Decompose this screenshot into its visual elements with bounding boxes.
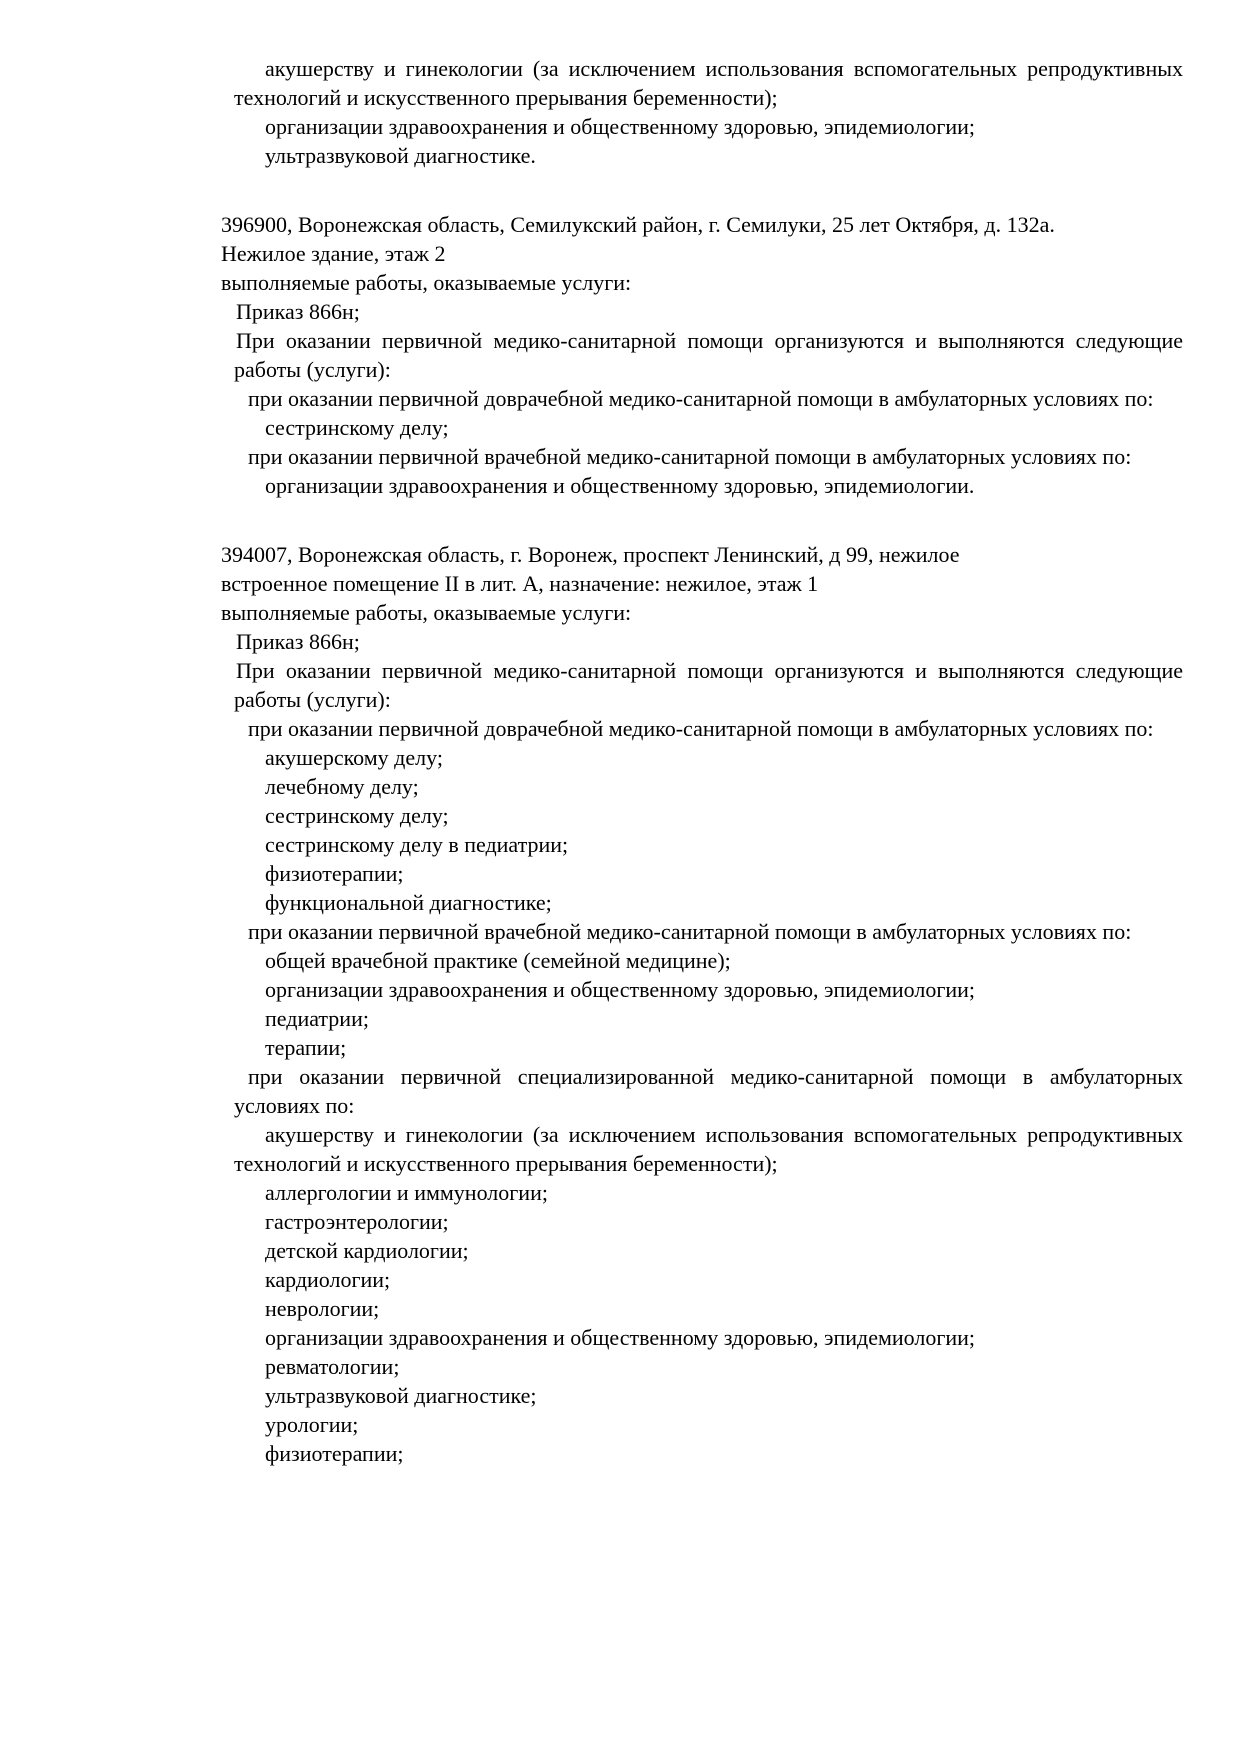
service-item: акушерству и гинекологии (за исключением использования вспомогательных репродуктивных технологий и искусственного прерывания беременности); xyxy=(234,1122,1183,1176)
license-continuation-block xyxy=(221,54,1183,170)
service-item: функциональной диагностике; xyxy=(265,890,552,915)
service-item: неврологии; xyxy=(265,1296,380,1321)
works-services-label: выполняемые работы, оказываемые услуги: xyxy=(221,270,632,295)
service-item: организации здравоохранения и общественному здоровью, эпидемиологии; xyxy=(265,977,976,1002)
service-item: ревматологии; xyxy=(265,1354,400,1379)
license-location-block-2 xyxy=(221,540,1183,1468)
service-item: сестринскому делу; xyxy=(265,803,449,828)
service-item: урологии; xyxy=(265,1412,359,1437)
service-item: ультразвуковой диагностике. xyxy=(265,143,536,168)
service-item: кардиологии; xyxy=(265,1267,391,1292)
service-item: педиатрии; xyxy=(265,1006,369,1031)
section-heading: при оказании первичной врачебной медико-санитарной помощи в амбулаторных условиях по: xyxy=(248,444,1132,469)
service-item: физиотерапии; xyxy=(265,1441,404,1466)
address-line: встроенное помещение II в лит. А, назначение: нежилое, этаж 1 xyxy=(221,571,819,596)
section-heading: при оказании первичной специализированной медико-санитарной помощи в амбулаторных условиях по: xyxy=(234,1064,1183,1118)
service-item: сестринскому делу в педиатрии; xyxy=(265,832,569,857)
service-item: сестринскому делу; xyxy=(265,415,449,440)
order-reference: Приказ 866н; xyxy=(236,629,360,654)
service-item: организации здравоохранения и общественному здоровью, эпидемиологии. xyxy=(265,473,975,498)
service-item: физиотерапии; xyxy=(265,861,404,886)
service-item: организации здравоохранения и общественному здоровью, эпидемиологии; xyxy=(265,114,976,139)
license-location-block-1 xyxy=(221,210,1183,500)
address-line: 394007, Воронежская область, г. Воронеж, проспект Ленинский, д 99, нежилое xyxy=(221,542,960,567)
service-item: ультразвуковой диагностике; xyxy=(265,1383,537,1408)
intro-paragraph: При оказании первичной медико-санитарной помощи организуются и выполняются следующие работы (услуги): xyxy=(234,328,1183,382)
service-item: лечебному делу; xyxy=(265,774,419,799)
service-item: аллергологии и иммунологии; xyxy=(265,1180,548,1205)
section-heading: при оказании первичной доврачебной медико-санитарной помощи в амбулаторных условиях по: xyxy=(248,716,1154,741)
service-item: терапии; xyxy=(265,1035,347,1060)
service-item: организации здравоохранения и общественному здоровью, эпидемиологии; xyxy=(265,1325,976,1350)
service-item: детской кардиологии; xyxy=(265,1238,469,1263)
service-item: акушерскому делу; xyxy=(265,745,443,770)
address-line: Нежилое здание, этаж 2 xyxy=(221,241,446,266)
order-reference: Приказ 866н; xyxy=(236,299,360,324)
address-line: 396900, Воронежская область, Семилукский район, г. Семилуки, 25 лет Октября, д. 132а. xyxy=(221,212,1055,237)
service-item: акушерству и гинекологии (за исключением использования вспомогательных репродуктивных технологий и искусственного прерывания беременности); xyxy=(234,56,1183,110)
section-heading: при оказании первичной доврачебной медико-санитарной помощи в амбулаторных условиях по: xyxy=(248,386,1154,411)
service-item: гастроэнтерологии; xyxy=(265,1209,449,1234)
intro-paragraph: При оказании первичной медико-санитарной помощи организуются и выполняются следующие работы (услуги): xyxy=(234,658,1183,712)
works-services-label: выполняемые работы, оказываемые услуги: xyxy=(221,600,632,625)
section-heading: при оказании первичной врачебной медико-санитарной помощи в амбулаторных условиях по: xyxy=(248,919,1132,944)
service-item: общей врачебной практике (семейной медицине); xyxy=(265,948,731,973)
